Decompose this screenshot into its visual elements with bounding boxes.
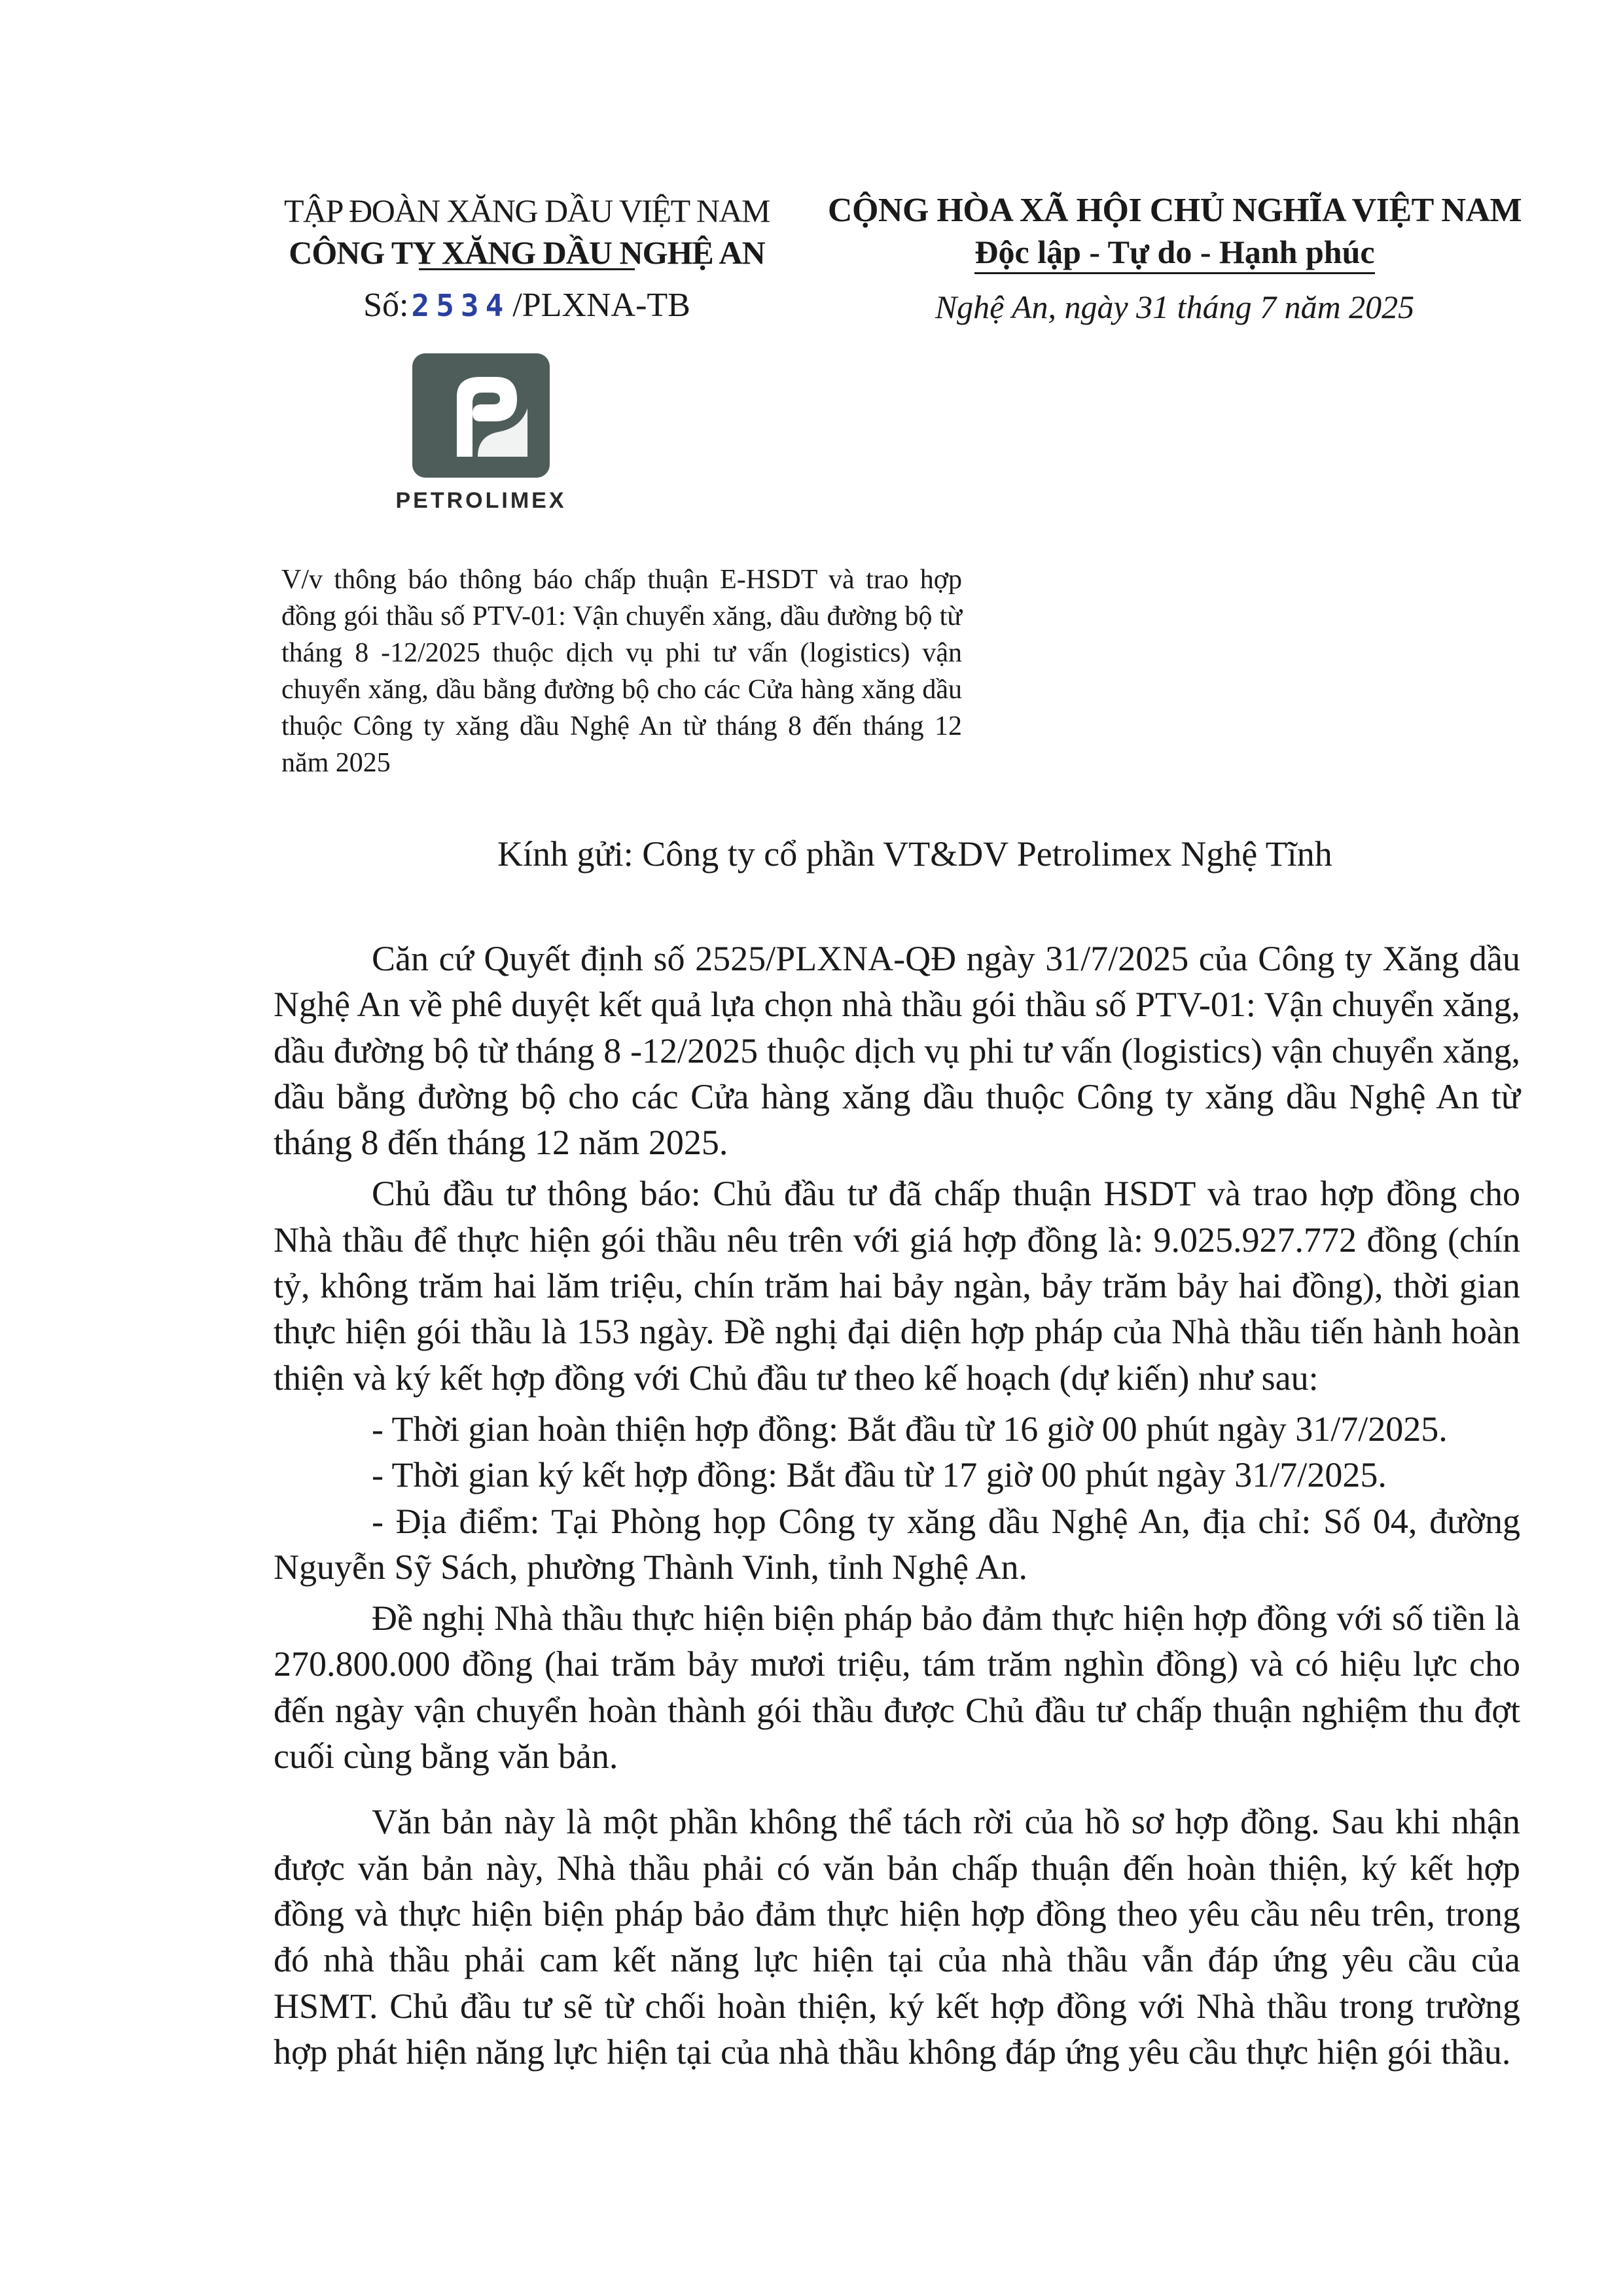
- place-and-date: Nghệ An, ngày 31 tháng 7 năm 2025: [935, 289, 1415, 325]
- issuer-block: [262, 190, 792, 327]
- petrolimex-logo-icon: [412, 353, 550, 478]
- recipient-line: Kính gửi: Công ty cổ phần VT&DV Petrolimex Nghệ Tĩnh: [497, 834, 1332, 874]
- company-logo: [373, 353, 589, 514]
- national-heading-block: [805, 190, 1544, 328]
- bullet-location: - Địa điểm: Tại Phòng họp Công ty xăng dầu Nghệ An, địa chỉ: Số 04, đường Nguyễn Sỹ Sách, phường Thành Vinh, tỉnh Nghệ An.: [274, 1501, 1520, 1587]
- document-body: [274, 936, 1520, 2080]
- bullet-signing-time: - Thời gian ký kết hợp đồng: Bắt đầu từ 17 giờ 00 phút ngày 31/7/2025.: [372, 1455, 1387, 1495]
- paragraph-performance-security: Đề nghị Nhà thầu thực hiện biện pháp bảo đảm thực hiện hợp đồng với số tiền là 270.800.000 đồng (hai trăm bảy mươi triệu, tám trăm nghìn đồng) và có hiệu lực cho đến ngày vận chuyển hoàn thành gói thầu được Chủ đầu tư chấp thuận nghiệm thu đợt cuối cùng bằng văn bản.: [274, 1598, 1520, 1776]
- national-motto: Độc lập - Tự do - Hạnh phúc: [974, 233, 1374, 274]
- document-number: [262, 285, 792, 327]
- document-number-prefix: Số:: [363, 287, 409, 324]
- paragraph-legal-basis: Căn cứ Quyết định số 2525/PLXNA-QĐ ngày 31/7/2025 của Công ty Xăng dầu Nghệ An về phê duyệt kết quả lựa chọn nhà thầu gói thầu số PTV-01: Vận chuyển xăng, dầu đường bộ từ tháng 8 -12/2025 thuộc dịch vụ phi tư vấn (logistics) vận chuyển xăng, dầu bằng đường bộ cho các Cửa hàng xăng dầu thuộc Công ty xăng dầu Nghệ An từ tháng 8 đến tháng 12 năm 2025.: [274, 939, 1520, 1163]
- bullet-completion-time: - Thời gian hoàn thiện hợp đồng: Bắt đầu từ 16 giờ 00 phút ngày 31/7/2025.: [372, 1409, 1448, 1449]
- document-number-suffix: /PLXNA-TB: [512, 287, 690, 324]
- logo-wordmark: PETROLIMEX: [395, 488, 567, 513]
- nation-title: CỘNG HÒA XÃ HỘI CHỦ NGHĨA VIỆT NAM: [827, 192, 1522, 229]
- parent-organization: TẬP ĐOÀN XĂNG DẦU VIỆT NAM: [283, 192, 770, 229]
- paragraph-award-notice: Chủ đầu tư thông báo: Chủ đầu tư đã chấp thuận HSDT và trao hợp đồng cho Nhà thầu để thực hiện gói thầu nêu trên với giá hợp đồng là: 9.025.927.772 đồng (chín tỷ, không trăm hai lăm triệu, chín trăm hai bảy ngàn, bảy trăm bảy hai đồng), thời gian thực hiện gói thầu là 153 ngày. Đề nghị đại diện hợp pháp của Nhà thầu tiến hành hoàn thiện và ký kết hợp đồng với Chủ đầu tư theo kế hoạch (dự kiến) như sau:: [274, 1174, 1520, 1398]
- organization-name: CÔNG TY XĂNG DẦU NGHỆ AN: [289, 234, 765, 271]
- document-number-stamp: 2534: [411, 288, 510, 323]
- paragraph-contract-integral: Văn bản này là một phần không thể tách rời của hồ sơ hợp đồng. Sau khi nhận được văn bản này, Nhà thầu phải có văn bản chấp thuận đến hoàn thiện, ký kết hợp đồng và thực hiện biện pháp bảo đảm thực hiện hợp đồng theo yêu cầu nêu trên, trong đó nhà thầu phải cam kết năng lực hiện tại của nhà thầu vẫn đáp ứng yêu cầu của HSMT. Chủ đầu tư sẽ từ chối hoàn thiện, ký kết hợp đồng với Nhà thầu trong trường hợp phát hiện năng lực hiện tại của nhà thầu không đáp ứng yêu cầu thực hiện gói thầu.: [274, 1802, 1520, 2072]
- subject-line: V/v thông báo thông báo chấp thuận E-HSDT và trao hợp đồng gói thầu số PTV-01: Vận chuyển xăng, dầu đường bộ từ tháng 8 -12/2025 thuộc dịch vụ phi tư vấn (logistics) vận chuyển xăng, dầu bằng đường bộ cho các Cửa hàng xăng dầu thuộc Công ty xăng dầu Nghệ An từ tháng 8 đến tháng 12 năm 2025: [281, 565, 962, 778]
